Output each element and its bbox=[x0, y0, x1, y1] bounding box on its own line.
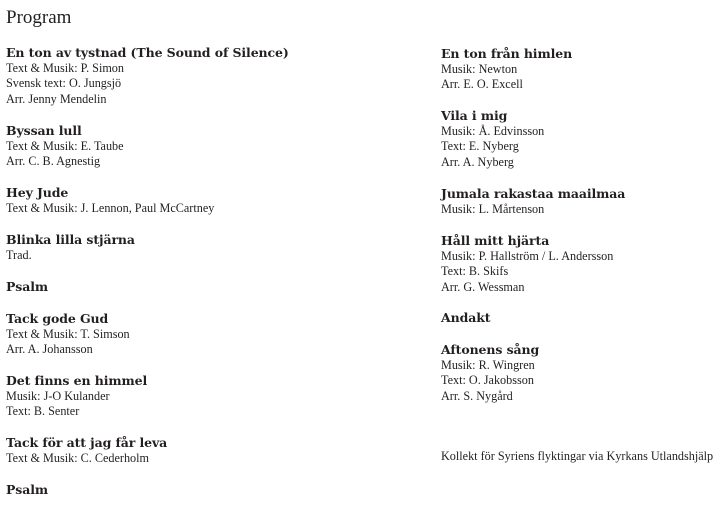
song-title: Byssan lull bbox=[6, 123, 82, 138]
credit-line: Text & Musik: E. Taube bbox=[6, 139, 124, 153]
credit-line: Arr. G. Wessman bbox=[441, 279, 525, 294]
credit-line: Text: B. Skifs bbox=[441, 264, 509, 279]
program-item bbox=[441, 45, 727, 93]
credit-line: Svensk text: O. Jungsjö bbox=[6, 76, 122, 91]
credit-line: Musik: J-O Kulander bbox=[6, 389, 110, 403]
credit-line: Text: E. Nyberg bbox=[441, 139, 519, 154]
song-title: En ton från himlen bbox=[441, 46, 573, 61]
credit-line: Musik: Newton bbox=[441, 62, 518, 76]
program-item bbox=[6, 372, 406, 420]
credit-line: Arr. C. B. Agnestig bbox=[6, 154, 101, 169]
credit-line: Arr. Jenny Mendelin bbox=[6, 91, 107, 106]
credit-line: Musik: L. Mårtenson bbox=[441, 202, 545, 216]
page-title: Program bbox=[6, 7, 72, 28]
song-title: En ton av tystnad (The Sound of Silence) bbox=[6, 45, 289, 60]
credit-line: Text: B. Senter bbox=[6, 404, 80, 419]
program-item bbox=[441, 341, 727, 404]
program-item bbox=[6, 434, 406, 466]
song-title: Psalm bbox=[6, 279, 49, 294]
song-title: Blinka lilla stjärna bbox=[6, 232, 135, 247]
credit-line: Text & Musik: J. Lennon, Paul McCartney bbox=[6, 201, 215, 215]
song-title: Hey Jude bbox=[6, 185, 69, 200]
program-item bbox=[6, 231, 406, 263]
song-title: Det finns en himmel bbox=[6, 373, 148, 388]
credit-line: Arr. A. Johansson bbox=[6, 342, 93, 357]
program-item bbox=[6, 44, 406, 107]
credit-line: Musik: P. Hallström / L. Andersson bbox=[441, 249, 614, 263]
credit-line: Text & Musik: C. Cederholm bbox=[6, 451, 150, 465]
program-item bbox=[6, 278, 406, 295]
program-item bbox=[6, 122, 406, 170]
credit-line: Text & Musik: T. Simson bbox=[6, 327, 130, 341]
song-title: Tack för att jag får leva bbox=[6, 435, 168, 450]
credit-line: Musik: Å. Edvinsson bbox=[441, 124, 545, 138]
song-title: Andakt bbox=[441, 310, 491, 325]
song-title: Aftonens sång bbox=[441, 342, 540, 357]
song-title: Vila i mig bbox=[441, 108, 508, 123]
credit-line: Text: O. Jakobsson bbox=[441, 373, 534, 388]
program-item bbox=[6, 310, 406, 358]
program-item bbox=[6, 481, 406, 498]
song-title: Håll mitt hjärta bbox=[441, 233, 550, 248]
collection-note: Kollekt för Syriens flyktingar via Kyrkans Utlandshjälp bbox=[441, 449, 714, 463]
credit-line: Text & Musik: P. Simon bbox=[6, 61, 124, 75]
song-title: Psalm bbox=[6, 482, 49, 497]
credit-line: Musik: R. Wingren bbox=[441, 358, 535, 372]
song-title: Tack gode Gud bbox=[6, 311, 109, 326]
song-title: Jumala rakastaa maailmaa bbox=[441, 186, 626, 201]
credit-line: Arr. S. Nygård bbox=[441, 388, 513, 403]
credit-line: Arr. A. Nyberg bbox=[441, 154, 514, 169]
program-item bbox=[441, 309, 727, 326]
program-item bbox=[441, 232, 727, 295]
credit-line: Trad. bbox=[6, 248, 32, 262]
credit-line: Arr. E. O. Excell bbox=[441, 77, 523, 92]
program-item bbox=[441, 185, 727, 217]
program-item bbox=[6, 184, 406, 216]
program-item bbox=[441, 107, 727, 170]
